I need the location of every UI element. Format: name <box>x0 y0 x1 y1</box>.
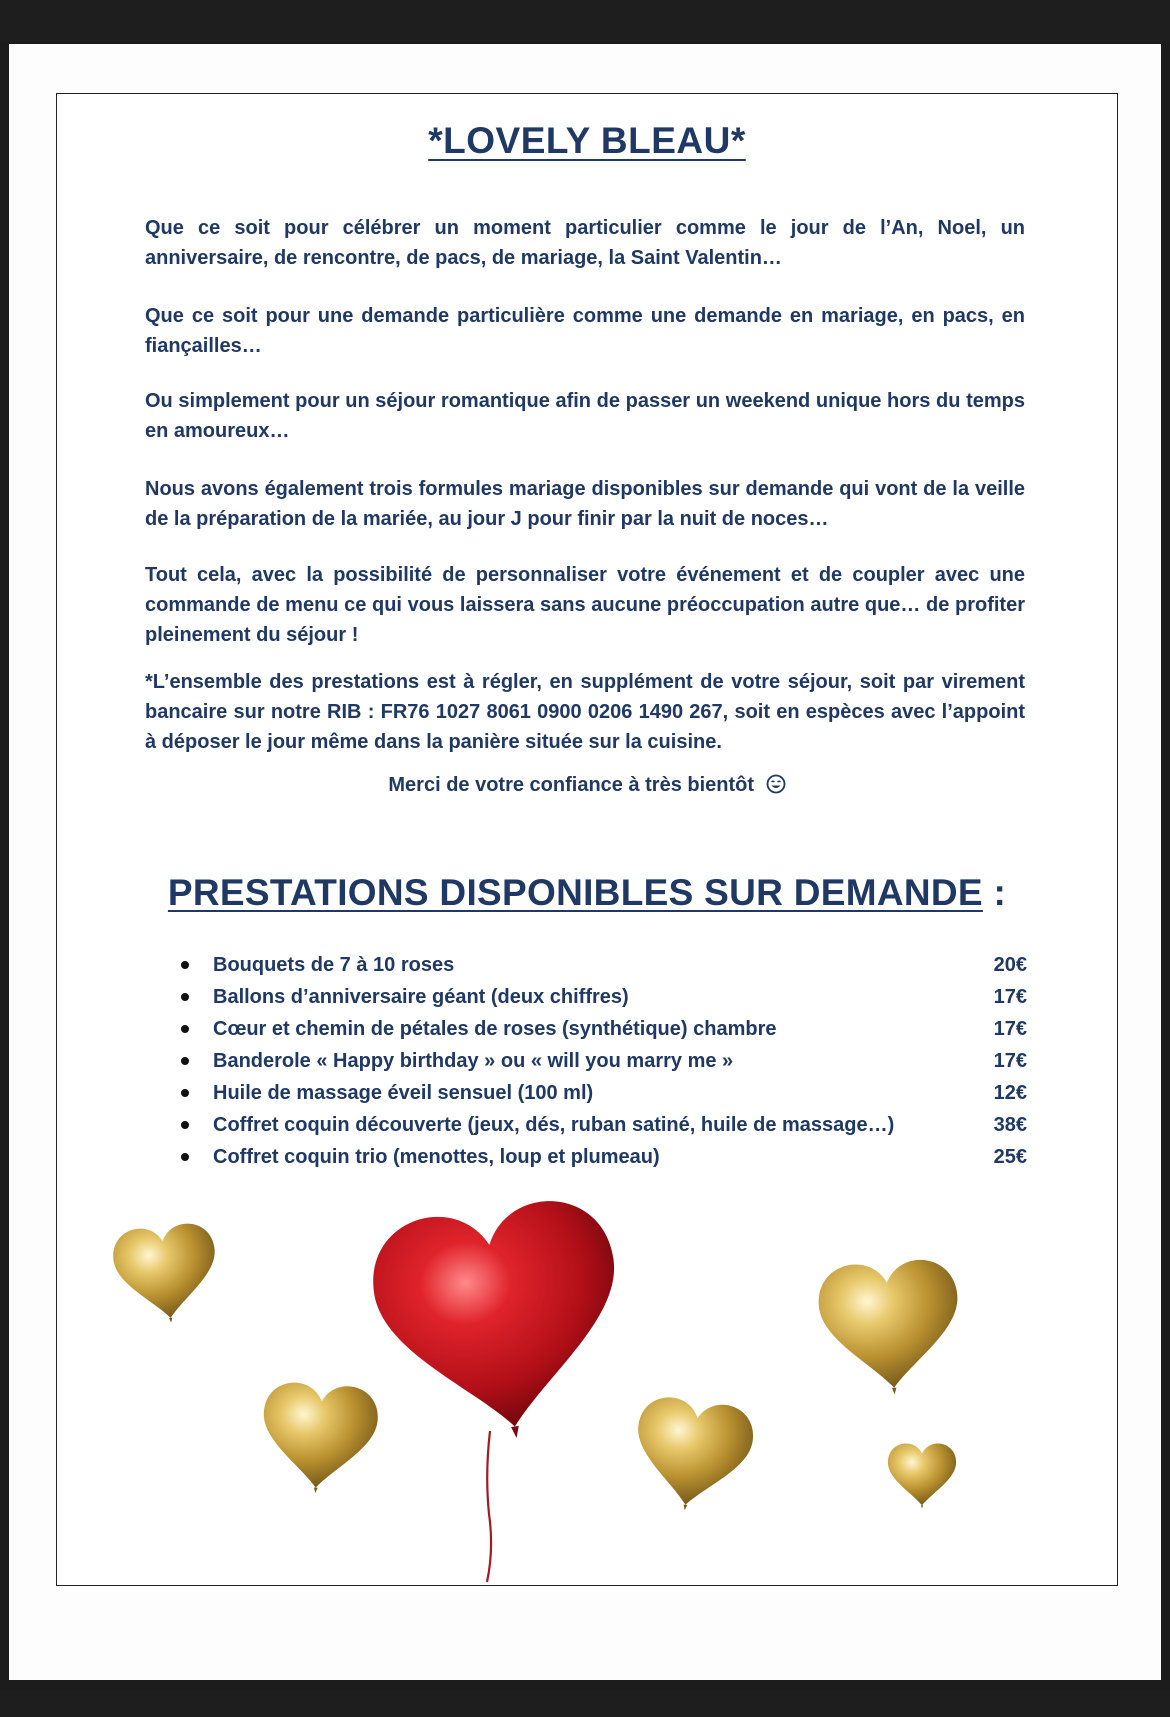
service-item <box>181 949 1027 981</box>
service-price: 17€ <box>993 1050 1027 1072</box>
services-heading <box>57 872 1117 914</box>
service-name: Ballons d’anniversaire géant (deux chiffres) <box>213 986 629 1008</box>
service-name: Cœur et chemin de pétales de roses (synthétique) chambre <box>213 1018 777 1040</box>
intro-paragraph-4: Nous avons également trois formules mariage disponibles sur demande qui vont de la veille de la préparation de la mariée, au jour J pour finir par la nuit de noces… <box>145 478 1025 530</box>
service-price: 17€ <box>993 986 1027 1008</box>
bottom-bar <box>0 1690 1170 1717</box>
service-item <box>181 1013 1027 1045</box>
service-item <box>181 1141 1027 1173</box>
bullet-icon <box>181 961 189 969</box>
service-item <box>181 1077 1027 1109</box>
top-bar <box>0 0 1170 42</box>
service-name: Huile de massage éveil sensuel (100 ml) <box>213 1082 594 1104</box>
heart-balloons-illustration <box>57 1184 1117 1584</box>
gold-heart-balloon-icon <box>888 1444 956 1509</box>
services-list <box>181 949 1027 1173</box>
page-frame <box>56 93 1118 1586</box>
service-item <box>181 1045 1027 1077</box>
service-price: 17€ <box>993 1018 1027 1040</box>
service-name: Banderole « Happy birthday » ou « will you marry me » <box>213 1050 734 1072</box>
thanks-line <box>57 774 1117 797</box>
intro-paragraph-3: Ou simplement pour un séjour romantique afin de passer un weekend unique hors du temps en amoureux… <box>145 390 1025 442</box>
intro-paragraph-5: Tout cela, avec la possibilité de personnaliser votre événement et de coupler avec une commande de menu ce qui vous laissera sans aucune préoccupation autre que… de profiter pleinement du séjour ! <box>145 564 1025 646</box>
service-item <box>181 981 1027 1013</box>
gold-heart-balloon-icon <box>816 1257 964 1399</box>
bullet-icon <box>181 1089 189 1097</box>
bullet-icon <box>181 1121 189 1129</box>
gold-heart-balloon-icon <box>258 1381 379 1498</box>
thanks-text: Merci de votre confiance à très bientôt <box>388 774 755 796</box>
payment-note: *L’ensemble des prestations est à régler, en supplément de votre séjour, soit par virement bancaire sur notre RIB : FR76 1027 8061 0900 0206 1490 267, soit en espèces avec l’appoint à déposer le jour même dans la panière située sur la cuisine. <box>145 671 1025 753</box>
services-heading-colon: : <box>982 872 1007 913</box>
bullet-icon <box>181 1153 189 1161</box>
page-title-text: *LOVELY BLEAU* <box>428 120 746 161</box>
page-title <box>57 120 1117 162</box>
gold-heart-balloon-icon <box>628 1393 758 1518</box>
intro-paragraph-2: Que ce soit pour une demande particulière comme une demande en mariage, en pacs, en fiançailles… <box>145 305 1025 357</box>
red-heart-balloon-icon <box>365 1193 637 1455</box>
intro-paragraph-1: Que ce soit pour célébrer un moment particulier comme le jour de l’An, Noel, un anniversaire, de rencontre, de pacs, de mariage, la Saint Valentin… <box>145 217 1025 269</box>
bullet-icon <box>181 993 189 1001</box>
document-page <box>9 44 1161 1680</box>
service-price: 20€ <box>993 954 1027 976</box>
gold-heart-balloon-icon <box>110 1221 221 1328</box>
service-price: 25€ <box>993 1146 1027 1168</box>
bullet-icon <box>181 1025 189 1033</box>
service-name: Coffret coquin découverte (jeux, dés, ruban satiné, huile de massage…) <box>213 1114 895 1136</box>
service-price: 38€ <box>993 1114 1027 1136</box>
balloon-string <box>487 1431 491 1582</box>
service-name: Bouquets de 7 à 10 roses <box>213 954 455 976</box>
bullet-icon <box>181 1057 189 1065</box>
service-item <box>181 1109 1027 1141</box>
service-price: 12€ <box>993 1082 1027 1104</box>
smiley-icon <box>766 774 786 794</box>
services-heading-text: PRESTATIONS DISPONIBLES SUR DEMANDE <box>167 872 983 913</box>
service-name: Coffret coquin trio (menottes, loup et plumeau) <box>213 1146 660 1168</box>
